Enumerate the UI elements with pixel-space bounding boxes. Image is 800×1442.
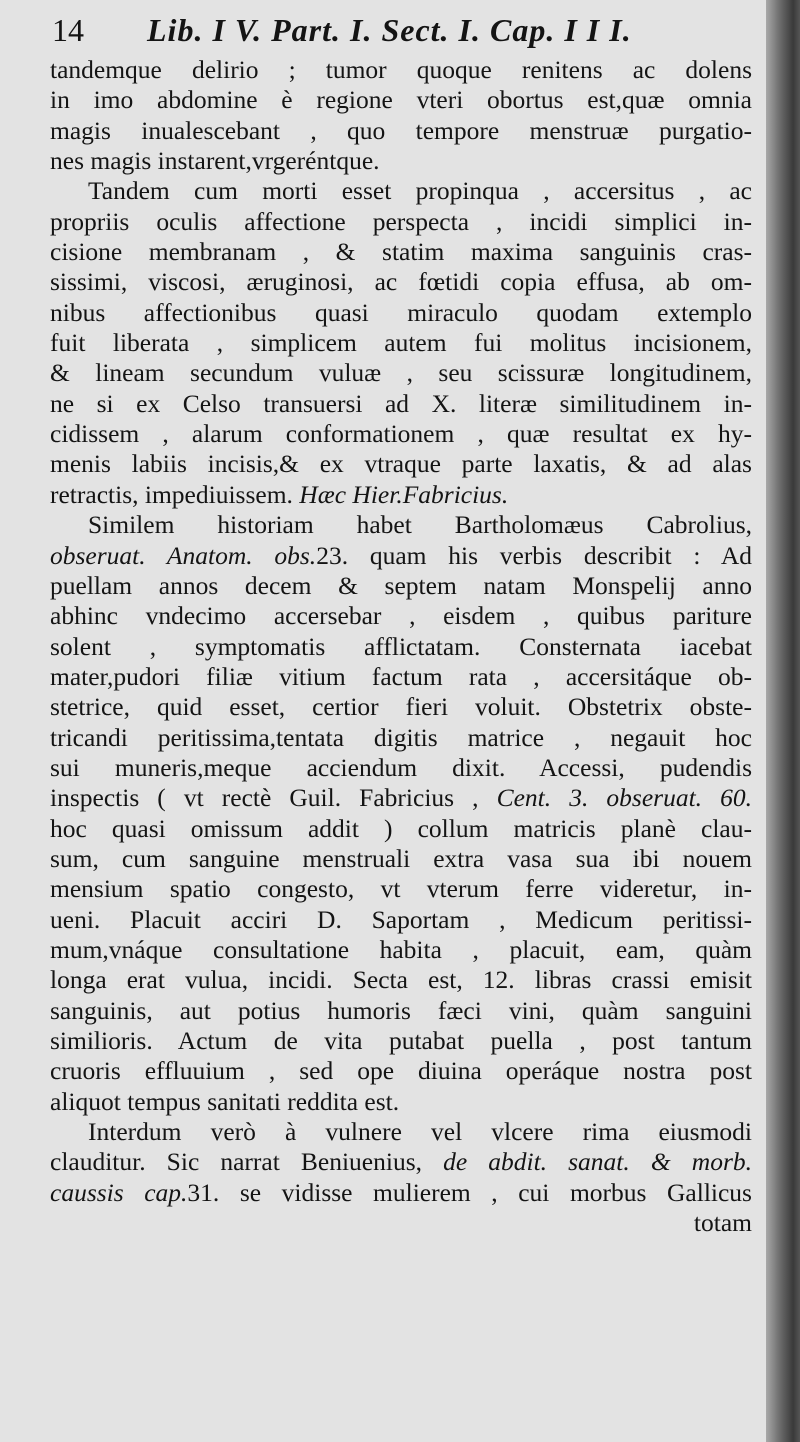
text-line	[50, 965, 752, 995]
italic-citation: de abdit. sanat. & morb.	[422, 1147, 752, 1177]
text-line	[50, 662, 752, 692]
text-line	[50, 753, 752, 783]
line-text: retractis, impediuissem.	[50, 479, 293, 509]
text-line	[50, 298, 752, 328]
text-line	[50, 207, 752, 237]
text-line	[50, 1178, 752, 1208]
line-text: stetrice, quid esset, certior fieri voluit. Obstetrix obste-	[50, 692, 752, 722]
text-line	[50, 996, 752, 1026]
page-number: 14	[52, 12, 84, 48]
text-line	[50, 814, 752, 844]
line-text: 23. quam his verbis describit : Ad	[316, 540, 752, 570]
line-text: cisione membranam , & statim maxima sanguinis cras-	[50, 237, 752, 267]
book-gutter	[766, 0, 800, 1442]
line-text: nibus affectionibus quasi miraculo quodam extemplo	[50, 297, 752, 327]
text-line	[50, 85, 752, 115]
line-text: aliquot tempus sanitati reddita est.	[50, 1086, 400, 1116]
line-text: sissimi, viscosi, æruginosi, ac fœtidi copia effusa, ab om-	[50, 267, 752, 297]
text-line	[50, 1056, 752, 1086]
line-text: mater,pudori filiæ vitium factum rata , accersitáque ob-	[50, 661, 752, 691]
text-line	[50, 1026, 752, 1056]
line-text: Interdum verò à vulnere vel vlcere rima eiusmodi	[88, 1117, 752, 1147]
line-text: tricandi peritissima,tentata digitis matrice , negauit hoc	[50, 722, 752, 752]
text-line	[50, 449, 752, 479]
body-text	[50, 55, 752, 1238]
text-line	[50, 571, 752, 601]
line-text: magis inualescebant , quo tempore menstruæ purgatio-	[50, 115, 752, 145]
text-line	[50, 905, 752, 935]
line-text: puellam annos decem & septem natam Monspelij anno	[50, 570, 752, 600]
text-line	[50, 116, 752, 146]
text-line	[50, 419, 752, 449]
line-text: Tandem cum morti esset propinqua , accersitus , ac	[88, 176, 752, 206]
page-header	[52, 8, 772, 50]
line-text: longa erat vulua, incidi. Secta est, 12. libras crassi emisit	[50, 965, 752, 995]
line-text: menis labiis incisis,& ex vtraque parte laxatis, & ad alas	[50, 449, 752, 479]
text-line	[50, 1087, 752, 1117]
line-text: & lineam secundum vuluæ , seu scissuræ longitudinem,	[50, 358, 752, 388]
text-line	[50, 935, 752, 965]
text-line	[50, 541, 752, 571]
line-text: cruoris effluuium , sed ope diuina operáque nostra post	[50, 1056, 752, 1086]
text-line	[50, 874, 752, 904]
text-line	[50, 723, 752, 753]
line-text: hoc quasi omissum addit ) collum matricis planè clau-	[50, 813, 752, 843]
line-text: solent , symptomatis afflictatam. Consternata iacebat	[50, 631, 752, 661]
catchword: totam	[693, 1208, 752, 1238]
line-text: tandemque delirio ; tumor quoque renitens ac dolens	[50, 55, 752, 84]
line-text: ueni. Placuit acciri D. Saportam , Medicum peritissi-	[50, 904, 752, 934]
text-line	[50, 783, 752, 813]
line-text: propriis oculis affectione perspecta , incidi simplici in-	[50, 206, 752, 236]
text-line	[50, 267, 752, 297]
text-line	[50, 1117, 752, 1147]
text-line	[50, 55, 752, 85]
line-text: inspectis ( vt rectè Guil. Fabricius ,	[50, 783, 479, 813]
line-text: abhinc vndecimo accersebar , eisdem , quibus pariture	[50, 601, 752, 631]
line-text: sum, cum sanguine menstruali extra vasa sua ibi nouem	[50, 843, 752, 873]
text-line	[50, 237, 752, 267]
line-text: clauditur. Sic narrat Beniuenius,	[50, 1147, 423, 1177]
text-line	[50, 844, 752, 874]
line-text: mensium spatio congesto, vt vterum ferre videretur, in-	[50, 874, 752, 904]
line-text: in imo abdomine è regione vteri obortus est,quæ omnia	[50, 85, 752, 115]
text-line	[50, 1147, 752, 1177]
line-text: mum,vnáque consultatione habita , placuit, eam, quàm	[50, 934, 752, 964]
running-title: Lib. I V. Part. I. Sect. I. Cap. I I I.	[147, 12, 632, 48]
text-line	[50, 176, 752, 206]
line-text: sui muneris,meque acciendum dixit. Accessi, pudendis	[50, 752, 752, 782]
line-text: cidissem , alarum conformationem , quæ resultat ex hy-	[50, 419, 752, 449]
italic-citation: Cent. 3. obseruat. 60.	[478, 783, 752, 813]
line-text: Similem historiam habet Bartholomæus Cabrolius,	[88, 510, 752, 540]
line-text: similioris. Actum de vita putabat puella , post tantum	[50, 1026, 752, 1055]
line-text: 31. se vidisse mulierem , cui morbus Gallicus	[187, 1177, 752, 1207]
text-line	[50, 601, 752, 631]
italic-citation: caussis cap.	[50, 1177, 188, 1207]
italic-citation: Hæc Hier.Fabricius.	[292, 479, 509, 509]
text-line	[50, 389, 752, 419]
line-text: ne si ex Celso transuersi ad X. literæ similitudinem in-	[50, 388, 752, 418]
text-line	[50, 480, 752, 510]
line-text: sanguinis, aut potius humoris fæci vini, quàm sanguini	[50, 995, 752, 1025]
text-line	[50, 510, 752, 540]
text-line	[50, 358, 752, 388]
italic-citation: obseruat. Anatom. obs.	[50, 540, 317, 570]
text-line	[50, 632, 752, 662]
line-text: nes magis instarent,vrgeréntque.	[50, 146, 380, 176]
line-text: fuit liberata , simplicem autem fui molitus incisionem,	[50, 328, 752, 358]
text-line	[50, 146, 752, 176]
text-line	[50, 328, 752, 358]
text-line	[50, 692, 752, 722]
